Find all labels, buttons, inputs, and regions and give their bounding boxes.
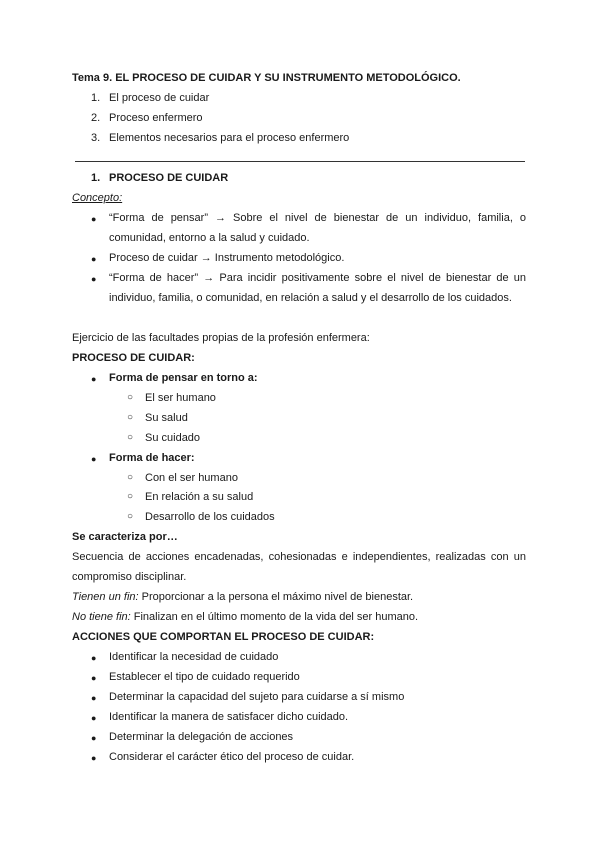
section-number: 1.	[91, 172, 101, 184]
inicio-label: Tienen un fin:	[72, 591, 139, 603]
hacer-item: En relación a su salud	[145, 491, 254, 503]
accion-item: Establecer el tipo de cuidado requerido	[109, 671, 300, 683]
toc-item: El proceso de cuidar	[109, 92, 210, 104]
circle-marker: ○	[127, 491, 134, 502]
concept-bullet-line: comunidad, entorno a la salud y cuidado.	[109, 232, 310, 244]
caracteriza-line: compromiso disciplinar.	[72, 571, 187, 583]
circle-marker: ○	[127, 511, 134, 522]
inicio-text: Proporcionar a la persona el máximo nivel de bienestar.	[138, 591, 414, 603]
toc-number: 3.	[91, 132, 101, 144]
accion-item: Determinar la capacidad del sujeto para cuidarse a sí mismo	[109, 691, 405, 703]
concept-bullet-line: “Forma de pensar” → Sobre el nivel de bienestar de un individuo, familia, o	[109, 212, 526, 224]
bullet-marker: ●	[91, 713, 97, 723]
circle-marker: ○	[127, 472, 134, 483]
proceso-label: PROCESO DE CUIDAR:	[72, 352, 195, 364]
pensar-item: Su cuidado	[145, 432, 201, 444]
acciones-label: ACCIONES QUE COMPORTAN EL PROCESO DE CUIDAR:	[72, 631, 375, 643]
bullet-marker: ●	[91, 254, 97, 264]
bullet-marker: ●	[91, 733, 97, 743]
section-heading: PROCESO DE CUIDAR	[109, 172, 229, 184]
hacer-item: Con el ser humano	[145, 472, 238, 484]
bullet-marker: ●	[91, 274, 97, 284]
fin-label: No tiene fin:	[72, 611, 131, 623]
bullet-marker: ●	[91, 693, 97, 703]
pensar-label: Forma de pensar en torno a:	[109, 372, 258, 384]
bullet-marker: ●	[91, 673, 97, 683]
bullet-marker: ●	[91, 454, 97, 464]
concept-bullet-line: individuo, familia, o comunidad, en relación a salud y el desarrollo de los cuidados.	[109, 292, 512, 304]
concept-bullet-line: Proceso de cuidar → Instrumento metodológico.	[109, 252, 345, 264]
toc-number: 1.	[91, 92, 101, 104]
pensar-item: Su salud	[145, 412, 188, 424]
circle-marker: ○	[127, 412, 134, 423]
circle-marker: ○	[127, 392, 134, 403]
concepto-label: Concepto:	[72, 192, 123, 204]
caracteriza-line: Secuencia de acciones encadenadas, cohesionadas e independientes, realizadas con un	[72, 551, 526, 563]
concept-bullet-line: “Forma de hacer” → Para incidir positivamente sobre el nivel de bienestar de un	[109, 272, 526, 284]
toc-number: 2.	[91, 112, 101, 124]
ejercicio-text: Ejercicio de las facultades propias de la profesión enfermera:	[72, 332, 370, 344]
accion-item: Identificar la necesidad de cuidado	[109, 651, 279, 663]
accion-item: Identificar la manera de satisfacer dicho cuidado.	[109, 711, 349, 723]
accion-item: Determinar la delegación de acciones	[109, 731, 294, 743]
bullet-marker: ●	[91, 374, 97, 384]
toc-item: Proceso enfermero	[109, 112, 203, 124]
fin-text: Finalizan en el último momento de la vida del ser humano.	[130, 611, 419, 623]
fin-line	[72, 610, 418, 624]
toc-item: Elementos necesarios para el proceso enfermero	[109, 132, 350, 144]
bullet-marker: ●	[91, 653, 97, 663]
inicio-line	[72, 590, 413, 604]
circle-marker: ○	[127, 432, 134, 443]
bullet-marker: ●	[91, 214, 97, 224]
document-title: Tema 9. EL PROCESO DE CUIDAR Y SU INSTRUMENTO METODOLÓGICO.	[72, 72, 461, 84]
horizontal-divider	[75, 161, 525, 162]
bullet-marker: ●	[91, 753, 97, 763]
hacer-item: Desarrollo de los cuidados	[145, 511, 275, 523]
hacer-label: Forma de hacer:	[109, 452, 195, 464]
pensar-item: El ser humano	[145, 392, 216, 404]
caracteriza-label: Se caracteriza por…	[72, 531, 178, 543]
accion-item: Considerar el carácter ético del proceso de cuidar.	[109, 751, 355, 763]
